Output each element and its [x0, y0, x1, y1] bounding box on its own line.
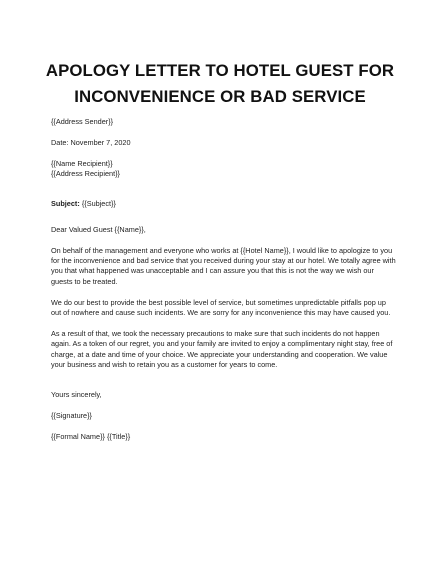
- subject-line: [51, 199, 396, 209]
- letter-body: [51, 117, 396, 442]
- subject-value: {{Subject}}: [79, 199, 116, 209]
- letter-title: [0, 58, 440, 110]
- title-line-2: INCONVENIENCE OR BAD SERVICE: [74, 87, 366, 106]
- salutation: Dear Valued Guest {{Name}},: [51, 224, 146, 234]
- subject-label: Subject:: [51, 199, 80, 209]
- paragraph-1: On behalf of the management and everyone who works at {{Hotel Name}}, I would like to apologize to you for the inconvenience and bad service that you received during your stay at our hotel. We totally agree with you that what happened was unacceptable and I can assure you that this is not the way we wish our guests to be treated.: [51, 245, 396, 286]
- title-line-1: APOLOGY LETTER TO HOTEL GUEST FOR: [45, 61, 395, 80]
- signature: {{Signature}}: [51, 411, 92, 421]
- recipient-name: {{Name Recipient}}: [51, 158, 113, 168]
- paragraph-2: We do our best to provide the best possible level of service, but sometimes unpredictable pitfalls pop up out of nowhere and cause such incidents. We are sorry for any inconvenience this may have caused you.: [51, 297, 391, 318]
- closing: Yours sincerely,: [51, 390, 102, 400]
- recipient-address: {{Address Recipient}}: [51, 169, 120, 178]
- sender-address: {{Address Sender}}: [51, 117, 114, 126]
- formal-name: {{Formal Name}} {{Title}}: [51, 432, 131, 442]
- paragraph-3: As a result of that, we took the necessary precautions to make sure that such incidents do not happen again. As a token of our regret, you and your family are invited to enjoy a complimentary night stay, free of charge, at a date and time of your choice. We appreciate your understanding and cooperation. We value your business and wish to retain you as a customer for years to come.: [51, 328, 393, 370]
- letter-date: Date: November 7, 2020: [51, 137, 131, 147]
